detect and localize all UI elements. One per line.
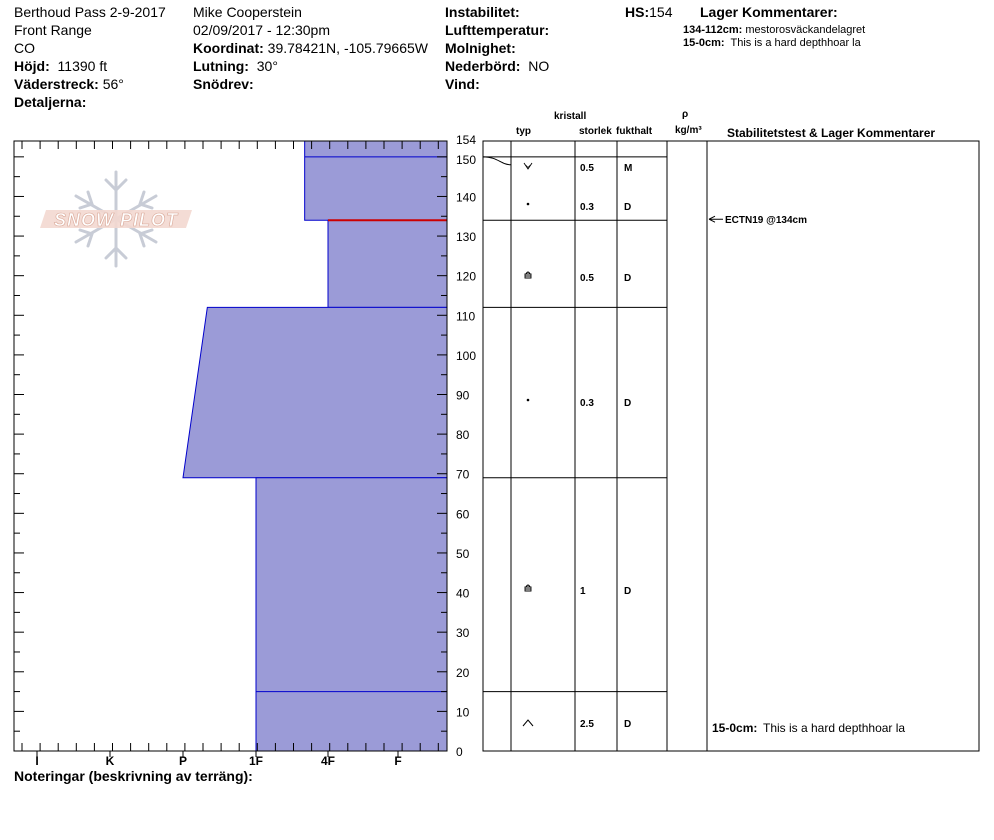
layer-comment-range: 134-112cm: [683,24,743,36]
moisture-header: fukthalt [616,126,653,137]
hs-value: 154 [649,4,673,20]
density-unit-header: kg/m³ [675,125,702,136]
hardness-label: P [178,754,188,768]
precip-label: Nederbörd: [445,58,521,74]
stability-header: Stabilitetstest & Lager Kommentarer [727,126,936,140]
moisture-value: D [624,586,632,597]
depth-tick-label: 50 [456,546,470,561]
hardness-label: 4F [320,754,336,768]
coord-value: 39.78421N, -105.79665W [267,40,428,56]
depth-tick-label: 154 [456,133,477,147]
hardness-label: 1F [248,754,264,768]
aspect-label: Väderstreck: [14,76,99,92]
layer-comment-text: mestorosväckandelagret [745,24,866,36]
depth-tick-label: 110 [456,309,476,324]
grain-size-value: 0.3 [580,398,594,409]
moisture-value: D [624,273,632,284]
hardness-layer [328,220,447,307]
grain-size-value: 0.5 [580,273,594,284]
slope-label: Lutning: [193,58,249,74]
notes-label: Noteringar (beskrivning av terräng): [14,768,253,784]
density-rho-header: ρ [682,109,689,120]
moisture-value: M [624,163,633,174]
hardness-layer [256,478,447,751]
observer-name: Mike Cooperstein [193,4,302,20]
depth-tick-label: 60 [456,507,470,522]
location-name: Berthoud Pass 2-9-2017 [14,4,166,20]
faceted-crystal-icon [525,585,531,591]
layer-comment-range: 15-0cm: [683,37,725,49]
depth-tick-label: 20 [456,665,470,680]
depth-tick-label: 140 [456,190,477,205]
moisture-value: D [624,719,632,730]
depth-tick-label: 70 [456,467,470,482]
moisture-value: D [624,398,632,409]
hardness-layer [305,141,447,220]
hardness-label: F [394,754,402,768]
range-name: Front Range [14,22,92,38]
wind-label: Vind: [445,76,480,92]
depth-tick-label: 30 [456,626,470,641]
cloud-label: Molnighet: [445,40,516,56]
elevation-value: 11390 ft [57,58,108,74]
depth-tick-label: 10 [456,705,470,720]
depth-tick-label: 90 [456,388,470,403]
state-name: CO [14,40,35,56]
rounded-grain-icon [527,399,530,402]
airtemp-label: Lufttemperatur: [445,22,550,38]
depth-tick-label: 40 [456,586,470,601]
grain-size-value: 0.5 [580,163,594,174]
depth-tick-label: 120 [456,269,477,284]
slope-value: 30° [256,58,278,74]
layer-table-frame [483,141,979,751]
bottom-comment-text: This is a hard depthhoar la [763,721,906,735]
snowpilot-logo-text: SNOW PILOT [54,210,178,230]
coord-label: Koordinat: [193,40,264,56]
depth-tick-label: 150 [456,152,477,167]
depth-tick-label: 0 [456,745,463,759]
obs-datetime: 02/09/2017 - 12:30pm [193,22,330,38]
hardness-label: K [105,754,115,768]
layer-comments-title: Lager Kommentarer: [700,4,838,20]
precip-value: NO [528,58,550,74]
layer-comment-text: This is a hard depthhoar la [730,37,861,49]
elevation-label: Höjd: [14,58,50,74]
bottom-comment-range: 15-0cm: [712,721,758,735]
crystal-header: kristall [554,111,587,122]
layer-connector [483,157,511,165]
aspect-value: 56° [102,76,124,92]
drift-label: Snödrev: [193,76,254,92]
hs-label: HS: [625,4,650,20]
moisture-value: D [624,202,632,213]
details-label: Detaljerna: [14,94,87,110]
grain-size-value: 0.3 [580,202,594,213]
depth-tick-label: 80 [456,428,470,443]
depth-tick-label: 130 [456,230,477,245]
faceted-crystal-icon [525,272,531,278]
grain-size-value: 2.5 [580,719,594,730]
rounded-grain-icon [527,203,530,206]
stability-test-label: ECTN19 @134cm [725,215,808,227]
instability-label: Instabilitet: [445,4,520,20]
grain-size-value: 1 [580,586,586,597]
type-header: typ [516,126,531,137]
decomposing-particle-icon [524,163,532,169]
size-header: storlek [579,126,612,137]
depth-hoar-icon [523,720,533,726]
hardness-label: I [35,754,39,768]
hardness-layer [183,307,447,477]
stability-test-arrow [709,216,723,222]
depth-tick-label: 100 [456,348,477,363]
